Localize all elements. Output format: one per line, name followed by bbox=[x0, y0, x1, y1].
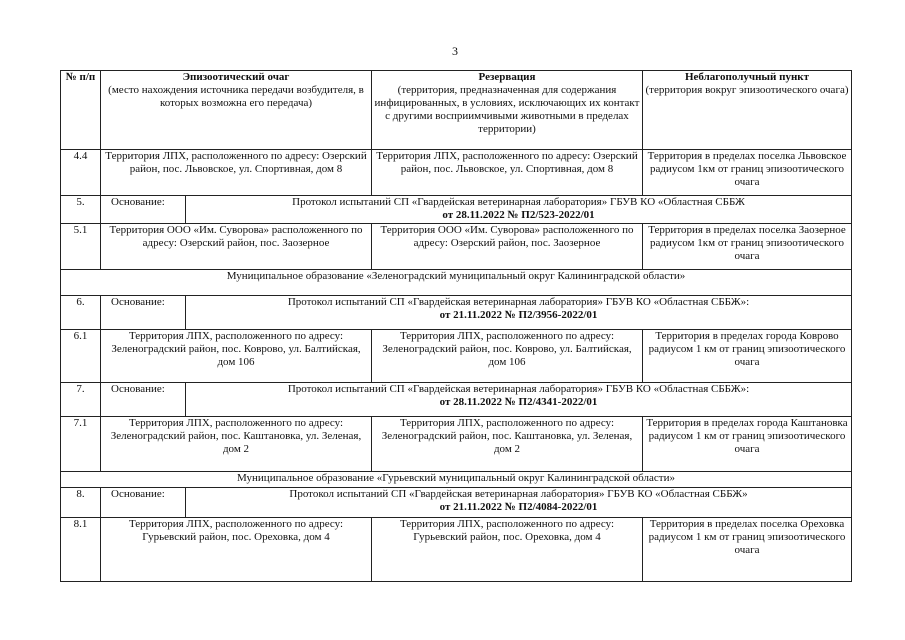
header-num: № п/п bbox=[61, 71, 101, 150]
unfavorable-cell: Территория в пределах поселка Львовское радиусом 1км от границ эпизоотического очага bbox=[643, 150, 852, 196]
basis-label: Основание: bbox=[101, 383, 186, 417]
table-row bbox=[61, 417, 852, 472]
focus-cell: Территория ООО «Им. Суворова» расположенного по адресу: Озерский район, пос. Заозерное bbox=[101, 224, 372, 270]
row-number: 4.4 bbox=[61, 150, 101, 196]
table-row bbox=[61, 224, 852, 270]
municipality-row bbox=[61, 270, 852, 296]
focus-cell: Территория ЛПХ, расположенного по адресу: Озерский район, пос. Львовское, ул. Спортивная, дом 8 bbox=[101, 150, 372, 196]
page-number: 3 bbox=[452, 44, 458, 58]
header-unfavorable-point: Неблагополучный пункт (территория вокруг эпизоотического очага) bbox=[643, 71, 852, 150]
basis-row bbox=[61, 196, 852, 224]
basis-label: Основание: bbox=[101, 488, 186, 518]
row-number: 8.1 bbox=[61, 518, 101, 582]
reservation-cell: Территория ЛПХ, расположенного по адресу: Зеленоградский район, пос. Каштановка, ул. Зеленая, дом 2 bbox=[372, 417, 643, 472]
basis-row bbox=[61, 383, 852, 417]
unfavorable-cell: Территория в пределах города Каштановка радиусом 1 км от границ эпизоотического очага bbox=[643, 417, 852, 472]
focus-cell: Территория ЛПХ, расположенного по адресу: Гурьевский район, пос. Ореховка, дом 4 bbox=[101, 518, 372, 582]
basis-row bbox=[61, 296, 852, 330]
row-number: 8. bbox=[61, 488, 101, 518]
basis-label: Основание: bbox=[101, 196, 186, 224]
row-number: 6.1 bbox=[61, 330, 101, 383]
municipality-title: Муниципальное образование «Зеленоградский муниципальный округ Калининградской области» bbox=[61, 270, 852, 296]
basis-label: Основание: bbox=[101, 296, 186, 330]
basis-row bbox=[61, 488, 852, 518]
reservation-cell: Территория ЛПХ, расположенного по адресу: Зеленоградский район, пос. Коврово, ул. Балтийская, дом 106 bbox=[372, 330, 643, 383]
row-number: 7.1 bbox=[61, 417, 101, 472]
basis-text: Протокол испытаний СП «Гвардейская ветеринарная лаборатория» ГБУВ КО «Областная СББЖ от 28.11.2022 № П2/523-2022/01 bbox=[186, 196, 852, 224]
basis-text: Протокол испытаний СП «Гвардейская ветеринарная лаборатория» ГБУВ КО «Областная СББЖ» от 21.11.2022 № П2/4084-2022/01 bbox=[186, 488, 852, 518]
unfavorable-cell: Территория в пределах города Коврово радиусом 1 км от границ эпизоотического очага bbox=[643, 330, 852, 383]
header-focus: Эпизоотический очаг (место нахождения источника передачи возбудителя, в которых возможна его передача) bbox=[101, 71, 372, 150]
row-number: 7. bbox=[61, 383, 101, 417]
reservation-cell: Территория ЛПХ, расположенного по адресу: Гурьевский район, пос. Ореховка, дом 4 bbox=[372, 518, 643, 582]
basis-text: Протокол испытаний СП «Гвардейская ветеринарная лаборатория» ГБУВ КО «Областная СББЖ»: от 28.11.2022 № П2/4341-2022/01 bbox=[186, 383, 852, 417]
row-number: 5. bbox=[61, 196, 101, 224]
focus-cell: Территория ЛПХ, расположенного по адресу: Зеленоградский район, пос. Каштановка, ул. Зеленая, дом 2 bbox=[101, 417, 372, 472]
municipality-row bbox=[61, 472, 852, 488]
municipality-title: Муниципальное образование «Гурьевский муниципальный округ Калининградской области» bbox=[61, 472, 852, 488]
row-number: 5.1 bbox=[61, 224, 101, 270]
header-reservation: Резервация (территория, предназначенная для содержания инфицированных, в условиях, исключающих их контакт с другими восприимчивыми животными в пределах территории) bbox=[372, 71, 643, 150]
unfavorable-cell: Территория в пределах поселка Заозерное радиусом 1км от границ эпизоотического очага bbox=[643, 224, 852, 270]
basis-text: Протокол испытаний СП «Гвардейская ветеринарная лаборатория» ГБУВ КО «Областная СББЖ»: от 21.11.2022 № П2/3956-2022/01 bbox=[186, 296, 852, 330]
row-number: 6. bbox=[61, 296, 101, 330]
table-row bbox=[61, 330, 852, 383]
table-row bbox=[61, 150, 852, 196]
focus-cell: Территория ЛПХ, расположенного по адресу: Зеленоградский район, пос. Коврово, ул. Балтийская, дом 106 bbox=[101, 330, 372, 383]
reservation-cell: Территория ООО «Им. Суворова» расположенного по адресу: Озерский район, пос. Заозерное bbox=[372, 224, 643, 270]
table-row bbox=[61, 518, 852, 582]
reservation-cell: Территория ЛПХ, расположенного по адресу: Озерский район, пос. Львовское, ул. Спортивная, дом 8 bbox=[372, 150, 643, 196]
unfavorable-cell: Территория в пределах поселка Ореховка радиусом 1 км от границ эпизоотического очага bbox=[643, 518, 852, 582]
epizootic-table bbox=[60, 70, 852, 582]
table-header bbox=[61, 71, 852, 150]
